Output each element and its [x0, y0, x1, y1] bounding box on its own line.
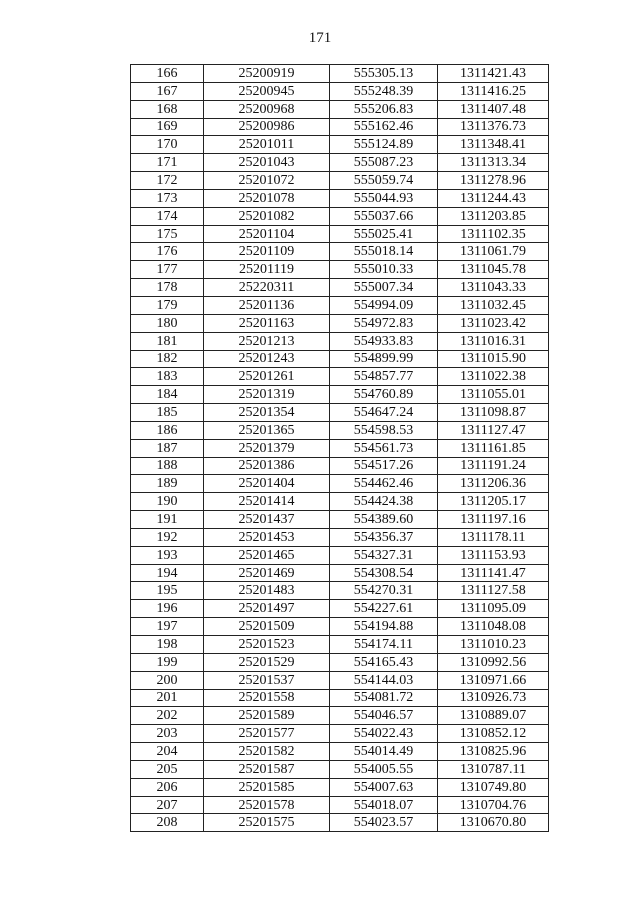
point-number-cell: 176 — [131, 243, 204, 261]
table-row — [131, 528, 549, 546]
y-coordinate-cell: 1311095.09 — [438, 600, 549, 618]
point-number-cell: 177 — [131, 261, 204, 279]
x-coordinate-cell: 554933.83 — [330, 332, 438, 350]
table-row — [131, 725, 549, 743]
table-row — [131, 439, 549, 457]
point-id-cell: 25201072 — [204, 172, 330, 190]
y-coordinate-cell: 1311055.01 — [438, 386, 549, 404]
point-number-cell: 185 — [131, 404, 204, 422]
point-id-cell: 25200919 — [204, 65, 330, 83]
coordinates-table-body — [131, 65, 549, 832]
point-number-cell: 194 — [131, 564, 204, 582]
point-id-cell: 25201558 — [204, 689, 330, 707]
point-id-cell: 25201136 — [204, 296, 330, 314]
x-coordinate-cell: 554007.63 — [330, 778, 438, 796]
x-coordinate-cell: 554046.57 — [330, 707, 438, 725]
x-coordinate-cell: 554005.55 — [330, 760, 438, 778]
y-coordinate-cell: 1311313.34 — [438, 154, 549, 172]
y-coordinate-cell: 1311161.85 — [438, 439, 549, 457]
point-number-cell: 201 — [131, 689, 204, 707]
table-row — [131, 743, 549, 761]
table-row — [131, 100, 549, 118]
table-row — [131, 653, 549, 671]
point-number-cell: 203 — [131, 725, 204, 743]
x-coordinate-cell: 554462.46 — [330, 475, 438, 493]
point-number-cell: 196 — [131, 600, 204, 618]
point-number-cell: 205 — [131, 760, 204, 778]
point-id-cell: 25201437 — [204, 511, 330, 529]
x-coordinate-cell: 555025.41 — [330, 225, 438, 243]
table-row — [131, 314, 549, 332]
point-id-cell: 25201578 — [204, 796, 330, 814]
point-id-cell: 25200945 — [204, 82, 330, 100]
x-coordinate-cell: 554144.03 — [330, 671, 438, 689]
y-coordinate-cell: 1311278.96 — [438, 172, 549, 190]
y-coordinate-cell: 1311010.23 — [438, 636, 549, 654]
y-coordinate-cell: 1311203.85 — [438, 207, 549, 225]
y-coordinate-cell: 1310926.73 — [438, 689, 549, 707]
table-row — [131, 636, 549, 654]
x-coordinate-cell: 555305.13 — [330, 65, 438, 83]
point-id-cell: 25201386 — [204, 457, 330, 475]
x-coordinate-cell: 554356.37 — [330, 528, 438, 546]
y-coordinate-cell: 1310852.12 — [438, 725, 549, 743]
point-id-cell: 25201469 — [204, 564, 330, 582]
y-coordinate-cell: 1311153.93 — [438, 546, 549, 564]
x-coordinate-cell: 554022.43 — [330, 725, 438, 743]
table-row — [131, 796, 549, 814]
y-coordinate-cell: 1311016.31 — [438, 332, 549, 350]
x-coordinate-cell: 554081.72 — [330, 689, 438, 707]
point-number-cell: 195 — [131, 582, 204, 600]
point-number-cell: 198 — [131, 636, 204, 654]
point-id-cell: 25201523 — [204, 636, 330, 654]
point-id-cell: 25201082 — [204, 207, 330, 225]
table-row — [131, 350, 549, 368]
point-number-cell: 180 — [131, 314, 204, 332]
table-row — [131, 386, 549, 404]
table-row — [131, 296, 549, 314]
y-coordinate-cell: 1311416.25 — [438, 82, 549, 100]
x-coordinate-cell: 555206.83 — [330, 100, 438, 118]
point-number-cell: 184 — [131, 386, 204, 404]
point-number-cell: 192 — [131, 528, 204, 546]
table-row — [131, 457, 549, 475]
point-number-cell: 175 — [131, 225, 204, 243]
x-coordinate-cell: 555162.46 — [330, 118, 438, 136]
x-coordinate-cell: 554018.07 — [330, 796, 438, 814]
point-id-cell: 25201589 — [204, 707, 330, 725]
y-coordinate-cell: 1311022.38 — [438, 368, 549, 386]
x-coordinate-cell: 555087.23 — [330, 154, 438, 172]
point-number-cell: 190 — [131, 493, 204, 511]
x-coordinate-cell: 554389.60 — [330, 511, 438, 529]
point-id-cell: 25201365 — [204, 421, 330, 439]
y-coordinate-cell: 1311045.78 — [438, 261, 549, 279]
point-number-cell: 178 — [131, 279, 204, 297]
table-row — [131, 261, 549, 279]
x-coordinate-cell: 554972.83 — [330, 314, 438, 332]
x-coordinate-cell: 554194.88 — [330, 618, 438, 636]
x-coordinate-cell: 555018.14 — [330, 243, 438, 261]
point-id-cell: 25201213 — [204, 332, 330, 350]
point-number-cell: 199 — [131, 653, 204, 671]
point-number-cell: 170 — [131, 136, 204, 154]
table-row — [131, 564, 549, 582]
point-number-cell: 179 — [131, 296, 204, 314]
point-id-cell: 25201104 — [204, 225, 330, 243]
point-number-cell: 208 — [131, 814, 204, 832]
table-row — [131, 404, 549, 422]
x-coordinate-cell: 555007.34 — [330, 279, 438, 297]
point-number-cell: 191 — [131, 511, 204, 529]
y-coordinate-cell: 1311048.08 — [438, 618, 549, 636]
point-number-cell: 172 — [131, 172, 204, 190]
point-id-cell: 25201465 — [204, 546, 330, 564]
x-coordinate-cell: 554760.89 — [330, 386, 438, 404]
table-row — [131, 511, 549, 529]
table-row — [131, 421, 549, 439]
point-id-cell: 25201319 — [204, 386, 330, 404]
table-row — [131, 814, 549, 832]
y-coordinate-cell: 1310889.07 — [438, 707, 549, 725]
table-row — [131, 760, 549, 778]
point-id-cell: 25201453 — [204, 528, 330, 546]
point-id-cell: 25201585 — [204, 778, 330, 796]
point-id-cell: 25201243 — [204, 350, 330, 368]
point-id-cell: 25220311 — [204, 279, 330, 297]
y-coordinate-cell: 1311191.24 — [438, 457, 549, 475]
table-row — [131, 689, 549, 707]
point-number-cell: 207 — [131, 796, 204, 814]
x-coordinate-cell: 554270.31 — [330, 582, 438, 600]
y-coordinate-cell: 1311348.41 — [438, 136, 549, 154]
y-coordinate-cell: 1310704.76 — [438, 796, 549, 814]
x-coordinate-cell: 554327.31 — [330, 546, 438, 564]
point-id-cell: 25201582 — [204, 743, 330, 761]
x-coordinate-cell: 554857.77 — [330, 368, 438, 386]
y-coordinate-cell: 1311127.58 — [438, 582, 549, 600]
y-coordinate-cell: 1311206.36 — [438, 475, 549, 493]
point-id-cell: 25200986 — [204, 118, 330, 136]
table-row — [131, 493, 549, 511]
y-coordinate-cell: 1311244.43 — [438, 189, 549, 207]
point-id-cell: 25201575 — [204, 814, 330, 832]
y-coordinate-cell: 1311043.33 — [438, 279, 549, 297]
table-row — [131, 671, 549, 689]
x-coordinate-cell: 554517.26 — [330, 457, 438, 475]
table-row — [131, 225, 549, 243]
point-number-cell: 173 — [131, 189, 204, 207]
table-row — [131, 207, 549, 225]
y-coordinate-cell: 1311421.43 — [438, 65, 549, 83]
table-row — [131, 172, 549, 190]
point-number-cell: 167 — [131, 82, 204, 100]
point-number-cell: 202 — [131, 707, 204, 725]
point-id-cell: 25201011 — [204, 136, 330, 154]
point-id-cell: 25201414 — [204, 493, 330, 511]
y-coordinate-cell: 1311098.87 — [438, 404, 549, 422]
y-coordinate-cell: 1310749.80 — [438, 778, 549, 796]
coordinates-table — [130, 64, 549, 832]
x-coordinate-cell: 555037.66 — [330, 207, 438, 225]
point-id-cell: 25201577 — [204, 725, 330, 743]
point-number-cell: 174 — [131, 207, 204, 225]
point-number-cell: 171 — [131, 154, 204, 172]
point-id-cell: 25201483 — [204, 582, 330, 600]
point-id-cell: 25201261 — [204, 368, 330, 386]
point-number-cell: 183 — [131, 368, 204, 386]
table-row — [131, 707, 549, 725]
point-number-cell: 206 — [131, 778, 204, 796]
point-number-cell: 168 — [131, 100, 204, 118]
y-coordinate-cell: 1310670.80 — [438, 814, 549, 832]
x-coordinate-cell: 554023.57 — [330, 814, 438, 832]
x-coordinate-cell: 555248.39 — [330, 82, 438, 100]
x-coordinate-cell: 554227.61 — [330, 600, 438, 618]
point-id-cell: 25201379 — [204, 439, 330, 457]
x-coordinate-cell: 555059.74 — [330, 172, 438, 190]
y-coordinate-cell: 1310825.96 — [438, 743, 549, 761]
point-id-cell: 25201043 — [204, 154, 330, 172]
y-coordinate-cell: 1311178.11 — [438, 528, 549, 546]
table-row — [131, 189, 549, 207]
x-coordinate-cell: 554308.54 — [330, 564, 438, 582]
x-coordinate-cell: 555124.89 — [330, 136, 438, 154]
table-row — [131, 332, 549, 350]
point-number-cell: 187 — [131, 439, 204, 457]
point-number-cell: 166 — [131, 65, 204, 83]
y-coordinate-cell: 1311376.73 — [438, 118, 549, 136]
x-coordinate-cell: 554598.53 — [330, 421, 438, 439]
table-row — [131, 546, 549, 564]
table-row — [131, 368, 549, 386]
table-row — [131, 778, 549, 796]
y-coordinate-cell: 1311197.16 — [438, 511, 549, 529]
page-number: 171 — [308, 30, 332, 46]
x-coordinate-cell: 554647.24 — [330, 404, 438, 422]
point-number-cell: 181 — [131, 332, 204, 350]
point-id-cell: 25201119 — [204, 261, 330, 279]
table-row — [131, 136, 549, 154]
x-coordinate-cell: 554174.11 — [330, 636, 438, 654]
point-id-cell: 25201509 — [204, 618, 330, 636]
point-id-cell: 25201497 — [204, 600, 330, 618]
table-row — [131, 65, 549, 83]
point-number-cell: 197 — [131, 618, 204, 636]
x-coordinate-cell: 554424.38 — [330, 493, 438, 511]
point-id-cell: 25201109 — [204, 243, 330, 261]
point-id-cell: 25201078 — [204, 189, 330, 207]
point-number-cell: 188 — [131, 457, 204, 475]
point-number-cell: 169 — [131, 118, 204, 136]
table-row — [131, 582, 549, 600]
point-id-cell: 25201404 — [204, 475, 330, 493]
y-coordinate-cell: 1310787.11 — [438, 760, 549, 778]
point-number-cell: 204 — [131, 743, 204, 761]
point-id-cell: 25200968 — [204, 100, 330, 118]
y-coordinate-cell: 1311127.47 — [438, 421, 549, 439]
point-number-cell: 186 — [131, 421, 204, 439]
y-coordinate-cell: 1310971.66 — [438, 671, 549, 689]
x-coordinate-cell: 554165.43 — [330, 653, 438, 671]
point-id-cell: 25201587 — [204, 760, 330, 778]
y-coordinate-cell: 1311141.47 — [438, 564, 549, 582]
y-coordinate-cell: 1311015.90 — [438, 350, 549, 368]
table-row — [131, 279, 549, 297]
point-id-cell: 25201529 — [204, 653, 330, 671]
x-coordinate-cell: 555010.33 — [330, 261, 438, 279]
point-number-cell: 182 — [131, 350, 204, 368]
table-row — [131, 154, 549, 172]
table-row — [131, 475, 549, 493]
table-row — [131, 82, 549, 100]
y-coordinate-cell: 1311102.35 — [438, 225, 549, 243]
table-row — [131, 243, 549, 261]
point-id-cell: 25201163 — [204, 314, 330, 332]
y-coordinate-cell: 1311407.48 — [438, 100, 549, 118]
x-coordinate-cell: 554561.73 — [330, 439, 438, 457]
y-coordinate-cell: 1311205.17 — [438, 493, 549, 511]
table-row — [131, 118, 549, 136]
y-coordinate-cell: 1311061.79 — [438, 243, 549, 261]
y-coordinate-cell: 1311032.45 — [438, 296, 549, 314]
point-number-cell: 193 — [131, 546, 204, 564]
point-id-cell: 25201537 — [204, 671, 330, 689]
y-coordinate-cell: 1310992.56 — [438, 653, 549, 671]
point-number-cell: 200 — [131, 671, 204, 689]
point-number-cell: 189 — [131, 475, 204, 493]
x-coordinate-cell: 555044.93 — [330, 189, 438, 207]
x-coordinate-cell: 554994.09 — [330, 296, 438, 314]
x-coordinate-cell: 554014.49 — [330, 743, 438, 761]
point-id-cell: 25201354 — [204, 404, 330, 422]
x-coordinate-cell: 554899.99 — [330, 350, 438, 368]
table-row — [131, 600, 549, 618]
y-coordinate-cell: 1311023.42 — [438, 314, 549, 332]
table-row — [131, 618, 549, 636]
